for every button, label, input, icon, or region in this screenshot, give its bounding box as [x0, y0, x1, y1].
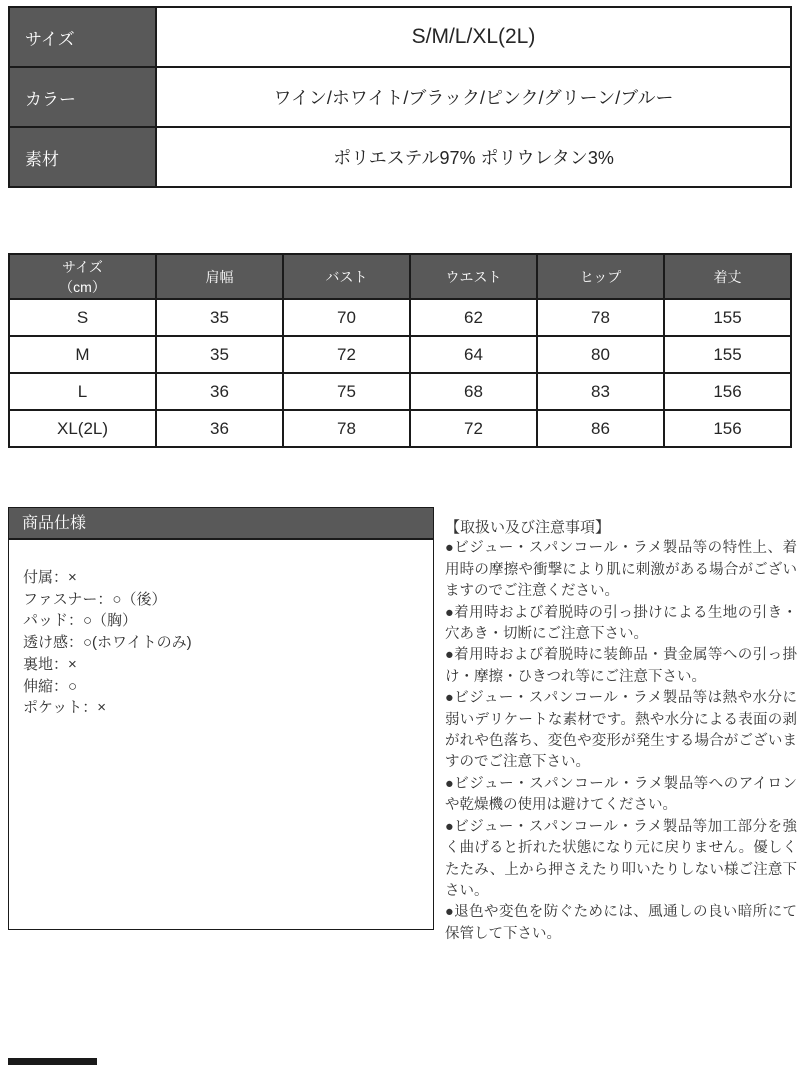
handling-notes-heading: 【取扱い及び注意事項】: [445, 519, 611, 536]
size-value-cell: 36: [156, 373, 283, 410]
note-item: ●着用時および着脱時の引っ掛けによる生地の引き・穴あき・切断にご注意下さい。: [445, 604, 797, 643]
handling-notes: [445, 517, 797, 945]
size-value-cell: 155: [664, 336, 791, 373]
size-value-cell: 83: [537, 373, 664, 410]
spec-label-material: 素材: [9, 127, 156, 187]
size-value-cell: 68: [410, 373, 537, 410]
size-value-cell: 78: [537, 299, 664, 336]
product-spec-title: 商品仕様: [9, 508, 433, 540]
size-value-cell: 156: [664, 410, 791, 447]
size-chart-col-waist: ウエスト: [410, 254, 537, 299]
size-value-cell: 78: [283, 410, 410, 447]
size-name-cell: XL(2L): [9, 410, 156, 447]
spec-item-accessory: 付属：×: [23, 569, 77, 586]
size-chart-col-shoulder: 肩幅: [156, 254, 283, 299]
note-item: ●着用時および着脱時に装飾品・貴金属等への引っ掛け・摩擦・ひきつれ等にご注意下さい。: [445, 647, 797, 685]
size-chart-header-row: [9, 254, 791, 299]
size-chart-col-bust: バスト: [283, 254, 410, 299]
product-spec-list: [9, 540, 433, 719]
size-chart-table: [8, 253, 792, 448]
product-spec-table: [8, 6, 792, 188]
spec-value-size: S/M/L/XL(2L): [156, 7, 791, 67]
size-value-cell: 64: [410, 336, 537, 373]
size-name-cell: M: [9, 336, 156, 373]
spec-item-sheerness: 透け感：○(ホワイトのみ): [23, 634, 192, 652]
spec-item-lining: 裏地：×: [23, 655, 77, 673]
note-item: ●ビジュー・スパンコール・ラメ製品等へのアイロンや乾燥機の使用は避けてください。: [445, 775, 797, 814]
spec-item-fastener: ファスナー：○（後）: [23, 590, 167, 608]
size-chart-row-xl: [9, 410, 791, 447]
size-chart-col-length: 着丈: [664, 254, 791, 299]
spec-value-material: ポリエステル97% ポリウレタン3%: [156, 127, 791, 187]
size-value-cell: 35: [156, 299, 283, 336]
size-value-cell: 36: [156, 410, 283, 447]
spec-item-pad: パッド：○（胸）: [23, 612, 138, 630]
size-value-cell: 72: [283, 336, 410, 373]
product-spec-box: [8, 507, 434, 930]
size-chart-col-hip: ヒップ: [537, 254, 664, 299]
size-chart-row-s: [9, 299, 791, 336]
size-value-cell: 86: [537, 410, 664, 447]
next-section-header-cutoff: [8, 1058, 97, 1065]
size-value-cell: 62: [410, 299, 537, 336]
note-item: ●ビジュー・スパンコール・ラメ製品等加工部分を強く曲げると折れた状態になり元に戻りません。優しくたたみ、上から押さえたり叩いたりしない様ご注意下さい。: [445, 818, 797, 899]
size-chart-row-m: [9, 336, 791, 373]
size-name-cell: L: [9, 373, 156, 410]
size-value-cell: 156: [664, 373, 791, 410]
size-chart-row-l: [9, 373, 791, 410]
spec-label-color: カラー: [9, 67, 156, 127]
note-item: ●退色や変色を防ぐためには、風通しの良い暗所にて保管して下さい。: [445, 904, 797, 942]
size-value-cell: 75: [283, 373, 410, 410]
size-name-cell: S: [9, 299, 156, 336]
size-chart-corner-cell: [9, 254, 156, 299]
size-chart-corner-line2: （cm）: [59, 278, 106, 295]
spec-row-material: [9, 127, 791, 187]
note-item: ●ビジュー・スパンコール・ラメ製品等の特性上、着用時の摩擦や衝撃により肌に刺激がある場合がございますのでご注意ください。: [445, 540, 797, 600]
spec-row-size: [9, 7, 791, 67]
spec-item-pocket: ポケット：×: [23, 699, 107, 717]
size-value-cell: 155: [664, 299, 791, 336]
size-value-cell: 80: [537, 336, 664, 373]
spec-row-color: [9, 67, 791, 127]
size-value-cell: 35: [156, 336, 283, 373]
size-value-cell: 72: [410, 410, 537, 447]
spec-item-stretch: 伸縮：○: [23, 677, 78, 695]
spec-value-color: ワイン/ホワイト/ブラック/ピンク/グリーン/ブルー: [156, 67, 791, 127]
size-value-cell: 70: [283, 299, 410, 336]
size-chart-corner-line1: サイズ: [62, 258, 103, 275]
spec-label-size: サイズ: [9, 7, 156, 67]
note-item: ●ビジュー・スパンコール・ラメ製品等は熱や水分に弱いデリケートな素材です。熱や水分による表面の剥がれや色落ち、変色や変形が発生する場合がございますのでご注意下さい。: [445, 690, 797, 771]
